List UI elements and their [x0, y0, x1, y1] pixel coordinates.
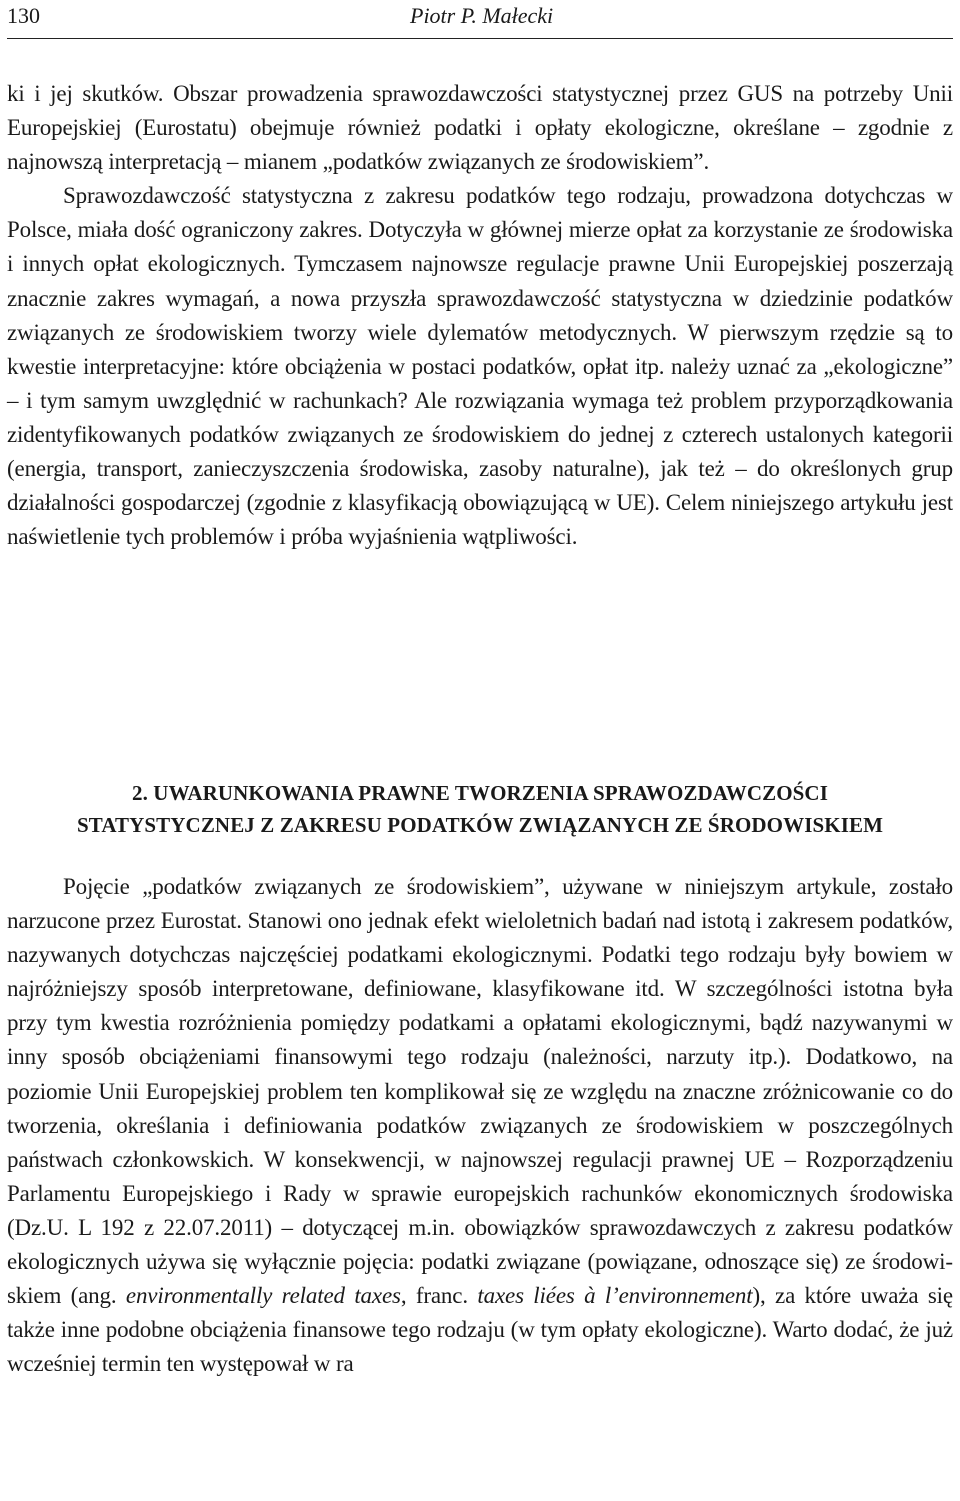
intro-paragraph: Sprawozdawczość statystyczna z zakresu podatków tego rodzaju, prowadzona dotychczas w Polsce, miała dość ograniczony zakres. Dotyczyła w głównej mierze opłat za korzystanie ze środowiska i innych opłat ekologicznych. Tymczasem najnowsze regulacje prawne Unii Europejskiej poszerzają znacznie zakres wymagań, a nowa przyszła sprawozdawczość statystyczna w dziedzinie podatków związanych ze środowiskiem tworzy wiele dylematów metodycznych. W pierwszym rzędzie są to kwestie interpretacyjne: które obciążenia w postaci podatków, opłat itp. należy uznać za „ekologiczne” – i tym samym uwzględnić w rachunkach? Ale rozwiązania wymaga też problem przyporządkowania zidentyfikowanych podatków związanych ze środowiskiem do jednej z czterech ustalonych kategorii (energia, transport, zanieczyszczenia środowiska, zasoby naturalne), jak też – do określonych grup działalności gospodarczej (zgodnie z klasyfikacją obowiązującą w UE). Celem niniejszego artykułu jest naświetlenie tych problemów i próba wyjaśnienia wątpliwości.: [7, 183, 953, 550]
english-term: environmentally related taxes: [125, 1283, 401, 1309]
paragraph-text: Pojęcie „podatków związanych ze środowiskiem”, używane w niniejszym artykule, zostało narzucone przez Eurostat. Stanowi ono jednak efekt wieloletnich badań nad istotą i zakresem podatków, nazywanych dotychczas najczęściej podatkami ekologicznymi. Podatki tego rodzaju były bowiem w najróżniejszy sposób interpretowane, definiowane, klasyfikowane itd. W szczególności istotna była przy tym kwestia rozróżnienia pomiędzy podatkami a opłatami ekologicznymi, bądź nazywanymi w inny sposób obciążeniami finansowymi tego rodzaju (należności, narzuty itp.). Dodatkowo, na poziomie Unii Europejskiej problem ten komplikował się ze względu na znaczne zróżnicowanie co do tworzenia, określania i definiowania podatków związanych ze środowiskiem w poszczególnych państwach członkowskich. W konsekwencji, w najnowszej regulacji prawnej UE – Rozporządzeniu Parlamentu Europejskiego i Rady w sprawie europejskich rachunków ekonomicznych środowiska (Dz.U. L 192 z 22.07.2011) – dotyczącej m.in. obowiązków sprawozdawczych z zakresu podatków ekologicznych używa się wyłącznie pojęcia: podatki związane (powiązane, odnoszące się) ze środowiskiem (ang.: [7, 874, 953, 1309]
running-head: [7, 0, 953, 39]
section-heading-line: 2. UWARUNKOWANIA PRAWNE TWORZENIA SPRAWOZDAWCZOŚCI: [132, 781, 828, 806]
page-number: 130: [7, 3, 40, 28]
book-page: [7, 0, 953, 1501]
section-text: [7, 870, 953, 1381]
section-heading-line: STATYSTYCZNEJ Z ZAKRESU PODATKÓW ZWIĄZANYCH ZE ŚRODOWISKIEM: [77, 813, 883, 838]
section-paragraph: [7, 870, 953, 1381]
intro-paragraph-continued: ki i jej skutków. Obszar prowadzenia sprawozdawczości statystycznej przez GUS na potrzeby Unii Europejskiej (Eurostatu) obejmuje również podatki i opłaty ekologiczne, określane – zgodnie z najnowszą interpretacją – mianem „podatków związanych ze środowiskiem”.: [7, 81, 953, 175]
french-term: taxes liées à l’environnement: [477, 1283, 753, 1309]
running-head-author: Piotr P. Małecki: [410, 3, 554, 28]
paragraph-text: ), za które uważa się także inne podobne obciążenia finansowe tego rodzaju (w tym opłaty ekologiczne). Warto dodać, że już wcześniej termin ten występował w ra: [7, 1283, 953, 1377]
section-heading: [7, 777, 953, 841]
intro-text: [7, 77, 953, 554]
paragraph-text: , franc.: [400, 1283, 478, 1309]
